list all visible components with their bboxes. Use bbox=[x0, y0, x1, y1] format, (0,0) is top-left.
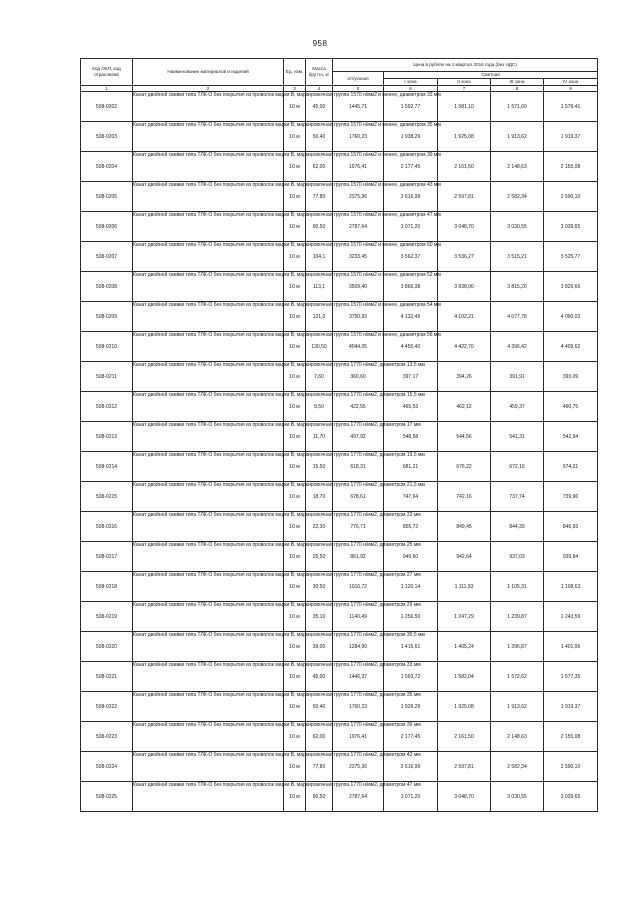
row-description: Канат двойной свивки типа ТЛК-О без покрытия из проволок марки В, маркировочная группа 1770 н/мм2, диаметром 21,5 мм bbox=[133, 482, 425, 488]
row-zone-3-price: 844,39 bbox=[491, 512, 544, 542]
table-row bbox=[81, 152, 598, 182]
row-description: Канат двойной свивки типа ТЛК-О без покрытия из проволок марки В, маркировочная группа 1570 н/мм2 и менее, диаметром 56 мм bbox=[133, 332, 441, 338]
row-release-price: 1976,41 bbox=[333, 722, 384, 752]
row-zone-4-price: 3 525,77 bbox=[544, 242, 598, 272]
table-row bbox=[81, 392, 598, 422]
row-description: Канат двойной свивки типа ТЛК-О без покрытия из проволок марки В, маркировочная группа 1770 н/мм2, диаметром 43 мм bbox=[133, 752, 421, 758]
row-release-price: 497,92 bbox=[333, 422, 384, 452]
row-zone-1-price: 1 415,61 bbox=[384, 632, 438, 662]
table-row bbox=[81, 122, 598, 152]
row-zone-1-price: 1 256,50 bbox=[384, 602, 438, 632]
row-description: Канат двойной свивки типа ТЛК-О без покрытия из проволок марки В, маркировочная группа 1570 н/мм2 и менее, диаметром 35 мм bbox=[133, 122, 441, 128]
row-description: Канат двойной свивки типа ТЛК-О без покрытия из проволок марки В, маркировочная группа 1570 н/мм2 и менее, диаметром 47 мм bbox=[133, 212, 441, 218]
row-zone-4-price: 739,96 bbox=[544, 482, 598, 512]
row-description: Канат двойной свивки типа ТЛК-О без покрытия из проволок марки В, маркировочная группа 1770 н/мм2, диаметром 15,5 мм bbox=[133, 392, 425, 398]
row-code: 508-0207 bbox=[81, 242, 133, 272]
row-zone-2-price: 1 247,29 bbox=[438, 602, 491, 632]
row-unit: 10 м bbox=[284, 782, 306, 812]
header-zone-2: II зона bbox=[438, 79, 491, 86]
row-mass: 62,00 bbox=[306, 152, 333, 182]
row-zone-1-price: 2 616,99 bbox=[384, 752, 438, 782]
row-code: 508-0214 bbox=[81, 452, 133, 482]
row-code: 508-0224 bbox=[81, 752, 133, 782]
row-mass: 15,50 bbox=[306, 452, 333, 482]
row-zone-1-price: 397,17 bbox=[384, 362, 438, 392]
row-zone-1-price: 465,53 bbox=[384, 392, 438, 422]
row-zone-3-price: 737,74 bbox=[491, 482, 544, 512]
row-zone-1-price: 1 939,29 bbox=[384, 692, 438, 722]
row-zone-4-price: 2 590,10 bbox=[544, 182, 598, 212]
row-unit: 10 м bbox=[284, 152, 306, 182]
table-row bbox=[81, 482, 598, 512]
table-row bbox=[81, 722, 598, 752]
table-row bbox=[81, 692, 598, 722]
row-unit: 10 м bbox=[284, 242, 306, 272]
row-release-price: 422,55 bbox=[333, 392, 384, 422]
row-mass: 45,00 bbox=[306, 92, 333, 122]
row-mass: 18,70 bbox=[306, 482, 333, 512]
row-release-price: 1140,49 bbox=[333, 602, 384, 632]
row-zone-3-price: 3 815,20 bbox=[491, 272, 544, 302]
row-zone-3-price: 1 913,62 bbox=[491, 122, 544, 152]
row-mass: 7,60 bbox=[306, 362, 333, 392]
row-zone-1-price: 1 593,72 bbox=[384, 662, 438, 692]
row-release-price: 2787,64 bbox=[333, 782, 384, 812]
row-zone-1-price: 855,72 bbox=[384, 512, 438, 542]
row-zone-2-price: 1 405,24 bbox=[438, 632, 491, 662]
row-zone-2-price: 942,64 bbox=[438, 542, 491, 572]
table-row bbox=[81, 752, 598, 782]
row-mass: 130,50 bbox=[306, 332, 333, 362]
row-zone-1-price: 949,60 bbox=[384, 542, 438, 572]
row-release-price: 4044,05 bbox=[333, 332, 384, 362]
row-mass: 35,10 bbox=[306, 602, 333, 632]
table-row bbox=[81, 602, 598, 632]
row-zone-1-price: 2 177,45 bbox=[384, 152, 438, 182]
row-zone-2-price: 3 536,27 bbox=[438, 242, 491, 272]
row-zone-4-price: 1 919,37 bbox=[544, 692, 598, 722]
row-release-price: 1284,90 bbox=[333, 632, 384, 662]
row-description: Канат двойной свивки типа ТЛК-О без покрытия из проволок марки В, маркировочная группа 1570 н/мм2 и менее, диаметром 52 мм bbox=[133, 272, 441, 278]
row-zone-2-price: 1 582,04 bbox=[438, 662, 491, 692]
row-mass: 50,40 bbox=[306, 692, 333, 722]
row-code: 508-0222 bbox=[81, 692, 133, 722]
table-row bbox=[81, 542, 598, 572]
row-mass: 113,1 bbox=[306, 272, 333, 302]
row-unit: 10 м bbox=[284, 482, 306, 512]
header-name: Наименование материалов и изделий bbox=[133, 59, 284, 86]
row-code: 508-0223 bbox=[81, 722, 133, 752]
price-table bbox=[80, 58, 598, 812]
row-release-price: 678,61 bbox=[333, 482, 384, 512]
row-unit: 10 м bbox=[284, 392, 306, 422]
row-zone-1-price: 1 120,14 bbox=[384, 572, 438, 602]
row-release-price: 1446,37 bbox=[333, 662, 384, 692]
row-release-price: 776,71 bbox=[333, 512, 384, 542]
row-zone-2-price: 1 111,93 bbox=[438, 572, 491, 602]
row-zone-2-price: 3 048,70 bbox=[438, 212, 491, 242]
row-unit: 10 м bbox=[284, 542, 306, 572]
row-code: 508-0213 bbox=[81, 422, 133, 452]
table-row bbox=[81, 332, 598, 362]
row-zone-3-price: 3 030,55 bbox=[491, 782, 544, 812]
row-code: 508-0225 bbox=[81, 782, 133, 812]
row-unit: 10 м bbox=[284, 692, 306, 722]
row-release-price: 861,92 bbox=[333, 542, 384, 572]
row-unit: 10 м bbox=[284, 512, 306, 542]
row-zone-1-price: 2 616,99 bbox=[384, 182, 438, 212]
col-number: 4 bbox=[306, 86, 333, 92]
table-row bbox=[81, 182, 598, 212]
row-zone-4-price: 1 108,63 bbox=[544, 572, 598, 602]
row-mass: 90,50 bbox=[306, 782, 333, 812]
row-code: 508-0205 bbox=[81, 182, 133, 212]
col-number: 7 bbox=[438, 86, 491, 92]
row-zone-1-price: 747,64 bbox=[384, 482, 438, 512]
table-row bbox=[81, 212, 598, 242]
row-release-price: 2375,36 bbox=[333, 752, 384, 782]
header-unit: Ед. изм. bbox=[284, 59, 306, 86]
row-zone-1-price: 3 071,20 bbox=[384, 212, 438, 242]
row-code: 508-0203 bbox=[81, 122, 133, 152]
row-mass: 30,50 bbox=[306, 572, 333, 602]
row-zone-4-price: 4 409,62 bbox=[544, 332, 598, 362]
row-zone-3-price: 4 077,78 bbox=[491, 302, 544, 332]
row-zone-3-price: 459,37 bbox=[491, 392, 544, 422]
row-mass: 25,50 bbox=[306, 542, 333, 572]
row-zone-2-price: 2 161,50 bbox=[438, 152, 491, 182]
row-description: Канат двойной свивки типа ТЛК-О без покрытия из проволок марки В, маркировочная группа 1770 н/мм2, диаметром 23 мм bbox=[133, 512, 421, 518]
row-unit: 10 м bbox=[284, 602, 306, 632]
row-zone-1-price: 4 455,40 bbox=[384, 332, 438, 362]
row-release-price: 1016,72 bbox=[333, 572, 384, 602]
col-number: 5 bbox=[333, 86, 384, 92]
row-description: Канат двойной свивки типа ТЛК-О без покрытия из проволок марки В, маркировочная группа 1770 н/мм2, диаметром 27 мм bbox=[133, 572, 421, 578]
row-zone-4-price: 2 590,10 bbox=[544, 752, 598, 782]
col-number: 8 bbox=[491, 86, 544, 92]
row-zone-3-price: 391,91 bbox=[491, 362, 544, 392]
table-body bbox=[81, 92, 598, 812]
header-zone-1: I зона bbox=[384, 79, 438, 86]
row-zone-4-price: 939,84 bbox=[544, 542, 598, 572]
header-price-title: Цена в рублях на 1 квартал 2016 года (без НДС) bbox=[333, 59, 598, 72]
col-number: 1 bbox=[81, 86, 133, 92]
row-zone-2-price: 4 102,21 bbox=[438, 302, 491, 332]
row-zone-2-price: 2 161,50 bbox=[438, 722, 491, 752]
row-zone-2-price: 4 422,76 bbox=[438, 332, 491, 362]
row-description: Канат двойной свивки типа ТЛК-О без покрытия из проволок марки В, маркировочная группа 1770 н/мм2, диаметром 29 мм bbox=[133, 602, 421, 608]
row-zone-2-price: 2 597,81 bbox=[438, 752, 491, 782]
row-zone-2-price: 676,22 bbox=[438, 452, 491, 482]
col-number: 2 bbox=[133, 86, 284, 92]
row-zone-4-price: 1 243,59 bbox=[544, 602, 598, 632]
row-description: Канат двойной свивки типа ТЛК-О без покрытия из проволок марки В, маркировочная группа 1770 н/мм2, диаметром 13,5 мм bbox=[133, 362, 425, 368]
row-description: Канат двойной свивки типа ТЛК-О без покрытия из проволок марки В, маркировочная группа 1770 н/мм2, диаметром 39 мм bbox=[133, 722, 421, 728]
header-zone-3: III зона bbox=[491, 79, 544, 86]
row-description: Канат двойной свивки типа ТЛК-О без покрытия из проволок марки В, маркировочная группа 1770 н/мм2, диаметром 19,5 мм bbox=[133, 452, 425, 458]
row-zone-1-price: 1 938,29 bbox=[384, 122, 438, 152]
row-code: 508-0210 bbox=[81, 332, 133, 362]
row-code: 508-0202 bbox=[81, 92, 133, 122]
header-zone-4: IV зона bbox=[544, 79, 598, 86]
col-number: 6 bbox=[384, 86, 438, 92]
row-zone-2-price: 742,16 bbox=[438, 482, 491, 512]
row-zone-4-price: 3 826,66 bbox=[544, 272, 598, 302]
col-number: 3 bbox=[284, 86, 306, 92]
row-description: Канат двойной свивки типа ТЛК-О без покрытия из проволок марки В, маркировочная группа 1570 н/мм2 и менее, диаметром 33 мм bbox=[133, 92, 441, 98]
row-mass: 45,00 bbox=[306, 662, 333, 692]
row-mass: 77,80 bbox=[306, 752, 333, 782]
row-release-price: 3233,45 bbox=[333, 242, 384, 272]
row-zone-3-price: 2 148,63 bbox=[491, 152, 544, 182]
row-release-price: 1760,23 bbox=[333, 692, 384, 722]
row-release-price: 2787,64 bbox=[333, 212, 384, 242]
row-zone-4-price: 1 576,41 bbox=[544, 92, 598, 122]
row-description: Канат двойной свивки типа ТЛК-О без покрытия из проволок марки В, маркировочная группа 1570 н/мм2 и менее, диаметром 43 мм bbox=[133, 182, 441, 188]
row-zone-3-price: 3 515,21 bbox=[491, 242, 544, 272]
row-zone-2-price: 1 581,10 bbox=[438, 92, 491, 122]
row-unit: 10 м bbox=[284, 92, 306, 122]
row-description: Канат двойной свивки типа ТЛК-О без покрытия из проволок марки В, маркировочная группа 1770 н/мм2, диаметром 33 мм bbox=[133, 662, 421, 668]
row-zone-3-price: 937,03 bbox=[491, 542, 544, 572]
table-row bbox=[81, 242, 598, 272]
row-zone-2-price: 544,56 bbox=[438, 422, 491, 452]
row-zone-4-price: 674,21 bbox=[544, 452, 598, 482]
row-zone-4-price: 1 919,37 bbox=[544, 122, 598, 152]
table-row bbox=[81, 92, 598, 122]
row-description: Канат двойной свивки типа ТЛК-О без покрытия из проволок марки В, маркировочная группа 1770 н/мм2, диаметром 30,5 мм bbox=[133, 632, 425, 638]
row-zone-2-price: 849,45 bbox=[438, 512, 491, 542]
row-zone-3-price: 541,31 bbox=[491, 422, 544, 452]
row-code: 508-0209 bbox=[81, 302, 133, 332]
table-row bbox=[81, 662, 598, 692]
row-mass: 11,70 bbox=[306, 422, 333, 452]
row-code: 508-0217 bbox=[81, 542, 133, 572]
table-row bbox=[81, 572, 598, 602]
row-release-price: 3509,40 bbox=[333, 272, 384, 302]
row-mass: 121,0 bbox=[306, 302, 333, 332]
table-row bbox=[81, 512, 598, 542]
table-row bbox=[81, 272, 598, 302]
row-code: 508-0215 bbox=[81, 482, 133, 512]
row-unit: 10 м bbox=[284, 302, 306, 332]
row-zone-3-price: 672,19 bbox=[491, 452, 544, 482]
row-mass: 77,80 bbox=[306, 182, 333, 212]
row-unit: 10 м bbox=[284, 332, 306, 362]
row-mass: 90,50 bbox=[306, 212, 333, 242]
row-unit: 10 м bbox=[284, 632, 306, 662]
row-unit: 10 м bbox=[284, 212, 306, 242]
row-description: Канат двойной свивки типа ТЛК-О без покрытия из проволок марки В, маркировочная группа 1770 н/мм2, диаметром 25 мм bbox=[133, 542, 421, 548]
row-unit: 10 м bbox=[284, 272, 306, 302]
row-description: Канат двойной свивки типа ТЛК-О без покрытия из проволок марки В, маркировочная группа 1770 н/мм2, диаметром 17 мм bbox=[133, 422, 421, 428]
row-zone-4-price: 1 401,06 bbox=[544, 632, 598, 662]
row-zone-1-price: 548,58 bbox=[384, 422, 438, 452]
table-row bbox=[81, 632, 598, 662]
row-mass: 62,00 bbox=[306, 722, 333, 752]
header-release: отпускная bbox=[333, 72, 384, 86]
row-zone-2-price: 394,26 bbox=[438, 362, 491, 392]
row-mass: 39,00 bbox=[306, 632, 333, 662]
row-release-price: 3750,93 bbox=[333, 302, 384, 332]
row-release-price: 360,60 bbox=[333, 362, 384, 392]
row-code: 508-0208 bbox=[81, 272, 133, 302]
row-zone-2-price: 3 838,06 bbox=[438, 272, 491, 302]
row-description: Канат двойной свивки типа ТЛК-О без покрытия из проволок марки В, маркировочная группа 1570 н/мм2 и менее, диаметром 50 мм bbox=[133, 242, 441, 248]
row-zone-3-price: 1 396,87 bbox=[491, 632, 544, 662]
row-zone-2-price: 3 048,70 bbox=[438, 782, 491, 812]
row-zone-3-price: 1 571,69 bbox=[491, 92, 544, 122]
row-zone-3-price: 4 396,42 bbox=[491, 332, 544, 362]
row-release-price: 2375,36 bbox=[333, 182, 384, 212]
row-mass: 50,40 bbox=[306, 122, 333, 152]
row-unit: 10 м bbox=[284, 752, 306, 782]
row-release-price: 618,31 bbox=[333, 452, 384, 482]
row-zone-4-price: 3 039,65 bbox=[544, 212, 598, 242]
row-zone-3-price: 2 582,34 bbox=[491, 182, 544, 212]
row-code: 508-0212 bbox=[81, 392, 133, 422]
row-zone-4-price: 2 155,08 bbox=[544, 722, 598, 752]
row-mass: 104,1 bbox=[306, 242, 333, 272]
row-zone-3-price: 1 105,31 bbox=[491, 572, 544, 602]
row-zone-4-price: 846,93 bbox=[544, 512, 598, 542]
row-unit: 10 м bbox=[284, 122, 306, 152]
row-zone-1-price: 2 177,45 bbox=[384, 722, 438, 752]
row-zone-3-price: 2 582,34 bbox=[491, 752, 544, 782]
row-code: 508-0218 bbox=[81, 572, 133, 602]
header-mass: Масса брутто, кг bbox=[306, 59, 333, 86]
header-code: Код ОКП, код отраслевой bbox=[81, 59, 133, 86]
table-row bbox=[81, 302, 598, 332]
row-release-price: 1976,41 bbox=[333, 152, 384, 182]
row-zone-3-price: 2 148,63 bbox=[491, 722, 544, 752]
row-zone-1-price: 681,21 bbox=[384, 452, 438, 482]
row-mass: 22,30 bbox=[306, 512, 333, 542]
row-zone-4-price: 542,94 bbox=[544, 422, 598, 452]
row-unit: 10 м bbox=[284, 452, 306, 482]
page-number: 958 bbox=[312, 39, 328, 48]
row-code: 508-0219 bbox=[81, 602, 133, 632]
row-zone-4-price: 393,09 bbox=[544, 362, 598, 392]
row-unit: 10 м bbox=[284, 362, 306, 392]
row-zone-4-price: 3 039,65 bbox=[544, 782, 598, 812]
row-code: 508-0204 bbox=[81, 152, 133, 182]
col-number: 9 bbox=[544, 86, 598, 92]
row-zone-3-price: 1 913,62 bbox=[491, 692, 544, 722]
table-row bbox=[81, 362, 598, 392]
row-code: 508-0206 bbox=[81, 212, 133, 242]
table-row bbox=[81, 452, 598, 482]
row-zone-4-price: 460,75 bbox=[544, 392, 598, 422]
row-zone-1-price: 3 866,38 bbox=[384, 272, 438, 302]
row-description: Канат двойной свивки типа ТЛК-О без покрытия из проволок марки В, маркировочная группа 1770 н/мм2, диаметром 35 мм bbox=[133, 692, 421, 698]
row-zone-1-price: 3 071,20 bbox=[384, 782, 438, 812]
header-estimate: Сметная bbox=[384, 72, 598, 79]
row-zone-2-price: 1 925,08 bbox=[438, 122, 491, 152]
row-zone-1-price: 4 132,49 bbox=[384, 302, 438, 332]
row-zone-2-price: 462,12 bbox=[438, 392, 491, 422]
row-mass: 9,50 bbox=[306, 392, 333, 422]
row-description: Канат двойной свивки типа ТЛК-О без покрытия из проволок марки В, маркировочная группа 1770 н/мм2, диаметром 47 мм bbox=[133, 782, 421, 788]
row-zone-2-price: 1 925,08 bbox=[438, 692, 491, 722]
row-unit: 10 м bbox=[284, 662, 306, 692]
row-release-price: 1445,71 bbox=[333, 92, 384, 122]
row-release-price: 1760,23 bbox=[333, 122, 384, 152]
row-unit: 10 м bbox=[284, 422, 306, 452]
row-code: 508-0221 bbox=[81, 662, 133, 692]
row-zone-1-price: 1 592,77 bbox=[384, 92, 438, 122]
row-zone-4-price: 2 155,08 bbox=[544, 152, 598, 182]
row-zone-3-price: 3 030,55 bbox=[491, 212, 544, 242]
row-code: 508-0216 bbox=[81, 512, 133, 542]
table-row bbox=[81, 782, 598, 812]
row-zone-4-price: 1 577,35 bbox=[544, 662, 598, 692]
row-zone-4-price: 4 090,03 bbox=[544, 302, 598, 332]
row-code: 508-0220 bbox=[81, 632, 133, 662]
row-description: Канат двойной свивки типа ТЛК-О без покрытия из проволок марки В, маркировочная группа 1570 н/мм2 и менее, диаметром 54 мм bbox=[133, 302, 441, 308]
row-description: Канат двойной свивки типа ТЛК-О без покрытия из проволок марки В, маркировочная группа 1570 н/мм2 и менее, диаметром 39 мм bbox=[133, 152, 441, 158]
row-unit: 10 м bbox=[284, 722, 306, 752]
row-zone-2-price: 2 597,81 bbox=[438, 182, 491, 212]
row-code: 508-0211 bbox=[81, 362, 133, 392]
row-unit: 10 м bbox=[284, 182, 306, 212]
row-zone-1-price: 3 562,37 bbox=[384, 242, 438, 272]
row-unit: 10 м bbox=[284, 572, 306, 602]
row-zone-3-price: 1 572,62 bbox=[491, 662, 544, 692]
table-row bbox=[81, 422, 598, 452]
row-zone-3-price: 1 239,87 bbox=[491, 602, 544, 632]
